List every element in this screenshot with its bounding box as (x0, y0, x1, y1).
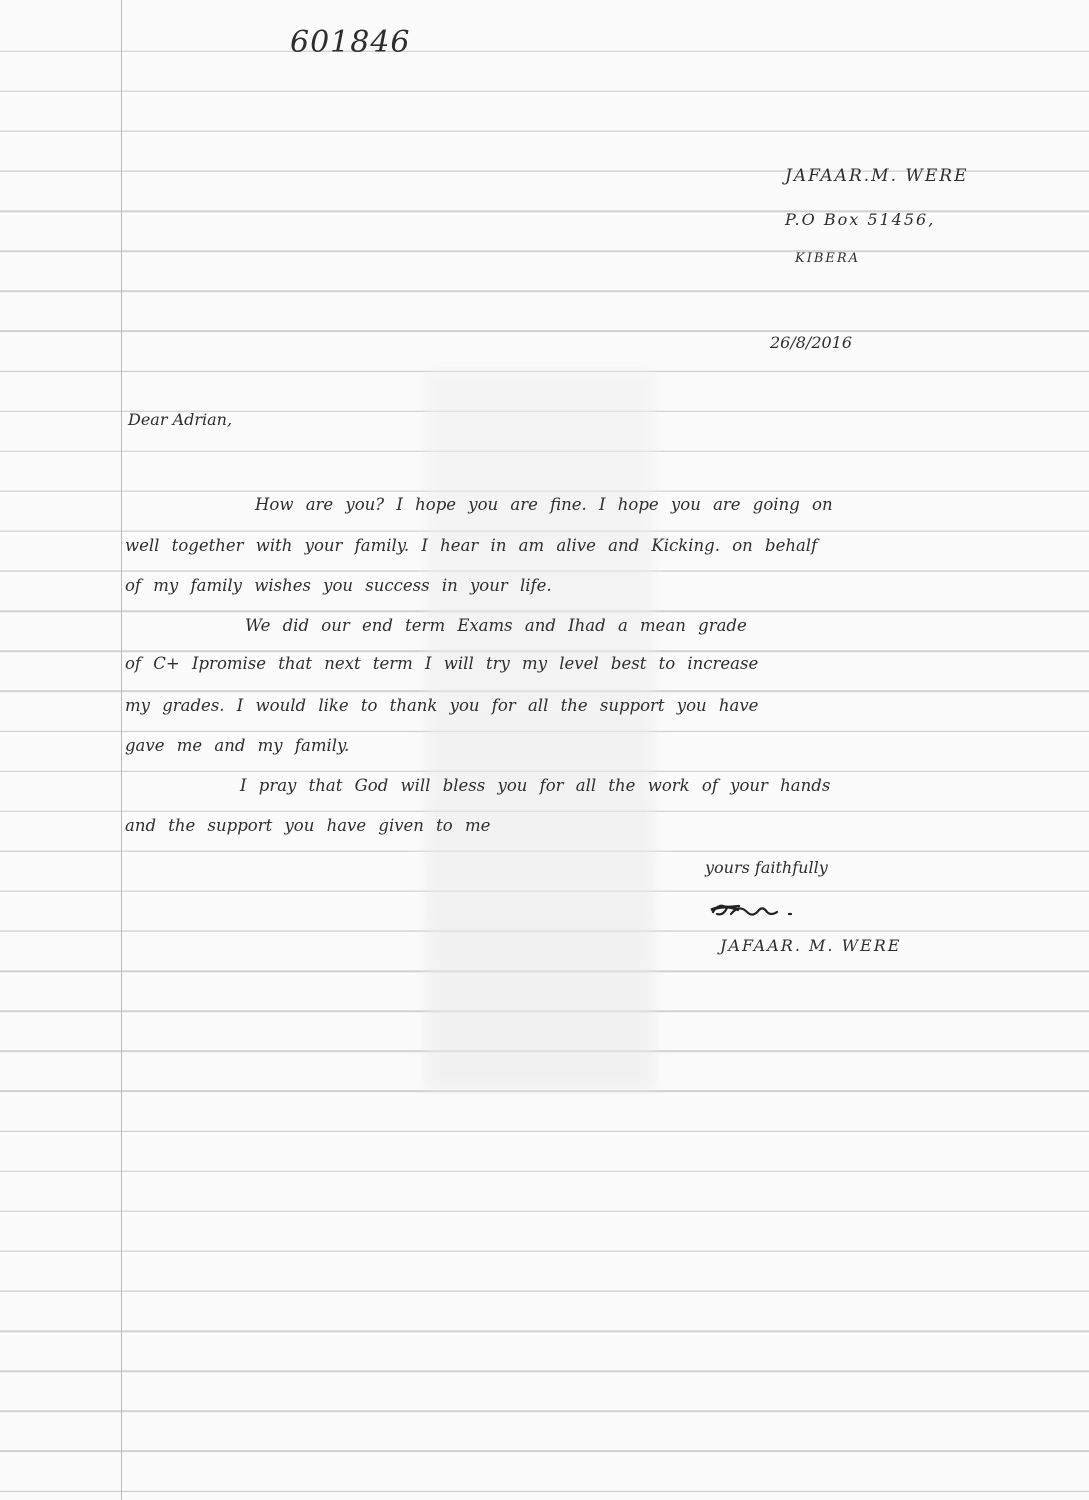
letter-date: 26/8/2016 (770, 333, 853, 352)
body-line: and the support you have given to me (125, 816, 491, 835)
reference-number: 601846 (290, 25, 411, 60)
body-line: of my family wishes you success in your life. (125, 576, 552, 595)
body-line: of C+ Ipromise that next term I will try my level best to increase (125, 654, 759, 673)
salutation: Dear Adrian, (128, 410, 233, 429)
handwritten-signature (705, 896, 805, 924)
body-line: How are you? I hope you are fine. I hope you are going on (255, 495, 833, 514)
margin-line (121, 0, 122, 1500)
body-line: I pray that God will bless you for all the work of your hands (240, 776, 831, 795)
sender-name: JAFAAR.M. WERE (785, 166, 969, 186)
body-line: gave me and my family. (125, 736, 350, 755)
body-line: We did our end term Exams and Ihad a mean grade (245, 616, 747, 635)
signed-name: JAFAAR. M. WERE (720, 936, 902, 955)
sender-town: KIBERA (795, 251, 861, 266)
body-line: my grades. I would like to thank you for all the support you have (125, 696, 759, 715)
ink-bleed-shadow (425, 370, 655, 1090)
closing: yours faithfully (705, 858, 828, 877)
body-line: well together with your family. I hear in am alive and Kicking. on behalf (125, 536, 818, 555)
sender-address: P.O Box 51456, (785, 210, 936, 229)
